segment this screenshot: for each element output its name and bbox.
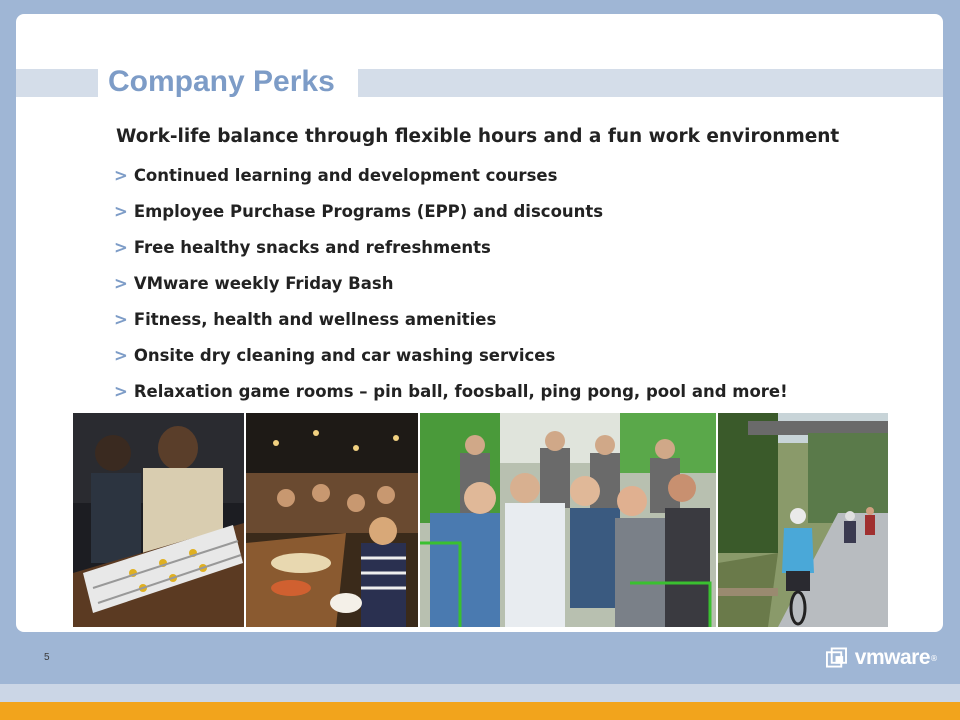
photo-strip xyxy=(73,413,888,627)
title-band-left xyxy=(16,69,98,97)
bullet-marker: > xyxy=(114,202,128,221)
footer-band xyxy=(0,684,960,702)
bullet-item xyxy=(114,271,788,307)
vmware-logo-icon xyxy=(826,645,851,671)
bullet-marker: > xyxy=(114,274,128,293)
page-number: 5 xyxy=(44,652,50,663)
bullet-item xyxy=(114,235,788,271)
slide-heading: Work-life balance through flexible hours and a fun work environment xyxy=(116,126,840,147)
bullet-text: VMware weekly Friday Bash xyxy=(133,274,394,293)
bullet-item xyxy=(114,307,788,343)
bullet-text: Relaxation game rooms – pin ball, foosball, ping pong, pool and more! xyxy=(133,382,788,401)
title-band-right xyxy=(358,69,943,97)
bullet-item xyxy=(114,343,788,379)
vmware-logo xyxy=(826,644,938,672)
bullet-marker: > xyxy=(114,310,128,329)
bullet-marker: > xyxy=(114,238,128,257)
logo-text: vmware xyxy=(854,646,930,669)
bullet-item xyxy=(114,163,788,199)
bullet-text: Fitness, health and wellness amenities xyxy=(133,310,497,329)
bullet-marker: > xyxy=(114,166,128,185)
bullet-text: Free healthy snacks and refreshments xyxy=(133,238,491,257)
group-photo xyxy=(420,413,716,627)
cycling-photo xyxy=(718,413,888,627)
bullet-text: Continued learning and development courses xyxy=(133,166,558,185)
bullet-text: Employee Purchase Programs (EPP) and discounts xyxy=(133,202,604,221)
party-food-photo xyxy=(246,413,418,627)
slide-title: Company Perks xyxy=(108,65,335,98)
bullet-marker: > xyxy=(114,382,128,401)
bullet-item xyxy=(114,379,788,415)
bullet-text: Onsite dry cleaning and car washing services xyxy=(133,346,556,365)
bullet-item xyxy=(114,199,788,235)
logo-registered-mark: ® xyxy=(930,653,938,663)
footer-accent-bar xyxy=(0,702,960,720)
bullet-list xyxy=(114,163,788,415)
bullet-marker: > xyxy=(114,346,128,365)
foosball-photo xyxy=(73,413,244,627)
